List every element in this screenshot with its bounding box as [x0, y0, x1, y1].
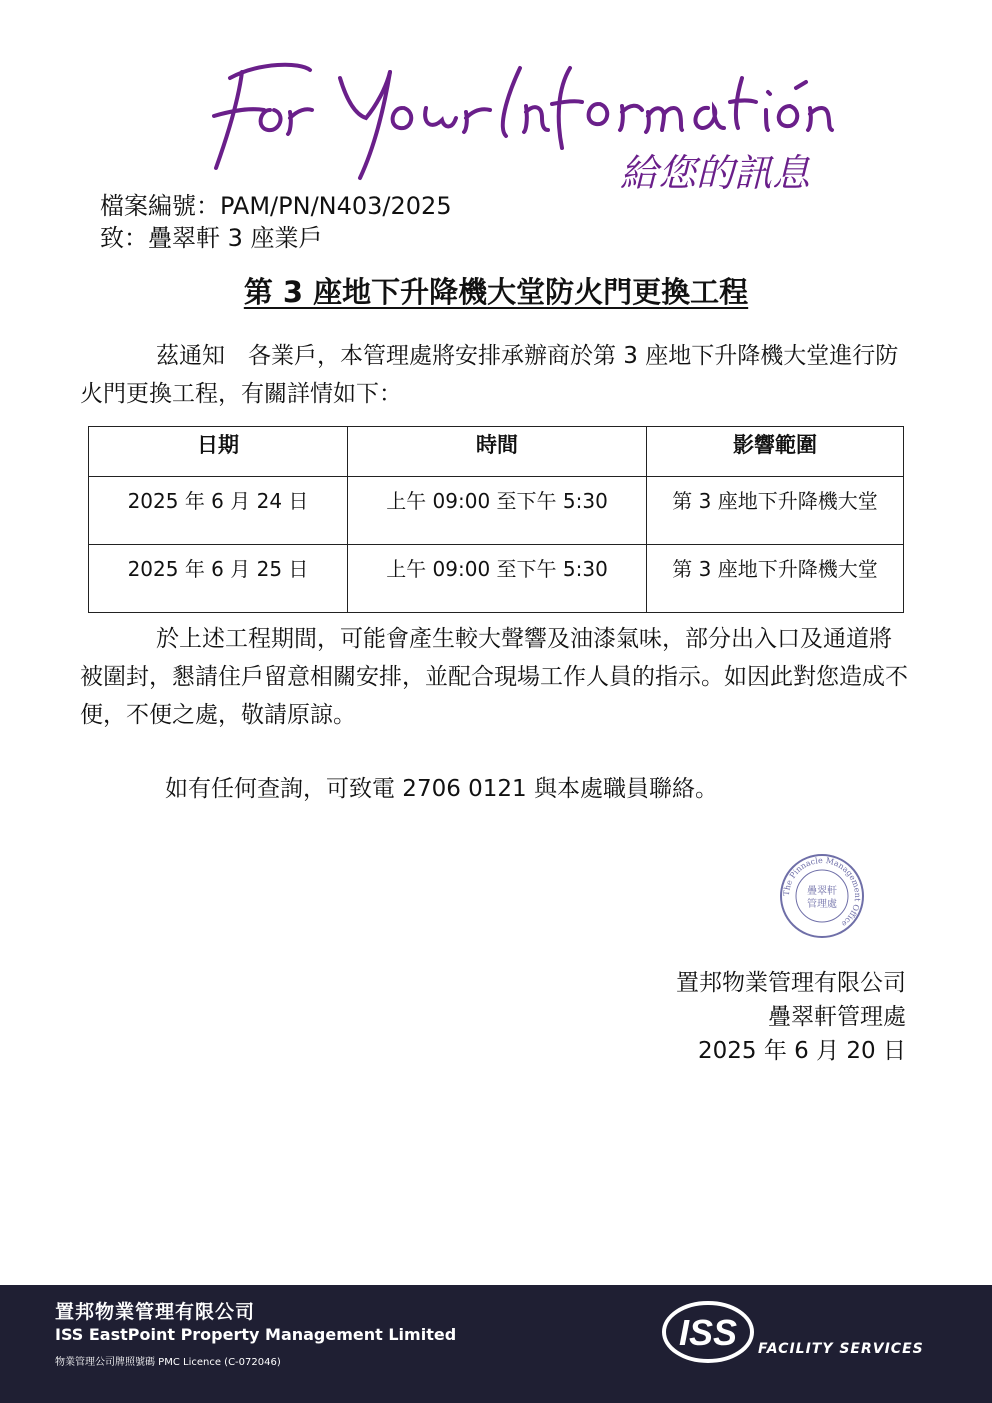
table-row — [89, 545, 904, 613]
footer-company-cn: 置邦物業管理有限公司 — [55, 1301, 256, 1323]
signature-block — [676, 966, 906, 1068]
facility-services-tagline: FACILITY SERVICES — [758, 1341, 924, 1357]
intro-paragraph: 茲通知 各業戶，本管理處將安排承辦商於第 3 座地下升降機大堂進行防火門更換工程，有關詳情如下： — [80, 343, 899, 407]
svg-text:疊翠軒: 疊翠軒 — [807, 886, 837, 897]
body-paragraph: 於上述工程期間，可能會產生較大聲響及油漆氣味，部分出入口及通道將被圍封，懇請住戶留意相關安排，並配合現場工作人員的指示。如因此對您造成不便，不便之處，敬請原諒。 — [80, 626, 908, 728]
cell-area: 第 3 座地下升降機大堂 — [647, 477, 904, 545]
signature-company: 置邦物業管理有限公司 — [676, 970, 906, 996]
seal-ring-text: The Pinnacle Management Office — [781, 855, 863, 929]
cell-date: 2025 年 6 月 25 日 — [89, 545, 348, 613]
contact-line: 如有任何查詢，可致電 2706 0121 與本處職員聯絡。 — [165, 776, 718, 802]
svg-text:管理處: 管理處 — [807, 899, 837, 910]
cell-time: 上午 09:00 至下午 5:30 — [348, 545, 647, 613]
header-time: 時間 — [348, 427, 647, 477]
cell-date: 2025 年 6 月 24 日 — [89, 477, 348, 545]
reference-block — [100, 190, 452, 254]
cell-area: 第 3 座地下升降機大堂 — [647, 545, 904, 613]
iss-logo-text: ISS — [678, 1312, 738, 1353]
header-area: 影響範圍 — [647, 427, 904, 477]
signature-date: 2025 年 6 月 20 日 — [698, 1038, 906, 1064]
fyi-logo — [190, 48, 890, 198]
iss-logo — [660, 1299, 756, 1365]
logo-chinese-text: 給您的訊息 — [620, 151, 811, 195]
file-number: 檔案編號：PAM/PN/N403/2025 — [100, 192, 452, 220]
footer-bar — [0, 1285, 992, 1403]
table-row — [89, 477, 904, 545]
footer-company-en: ISS EastPoint Property Management Limited — [55, 1325, 457, 1344]
notice-title: 第 3 座地下升降機大堂防火門更換工程 — [243, 275, 749, 309]
schedule-table — [88, 426, 904, 613]
recipient: 致：疊翠軒 3 座業戶 — [100, 224, 323, 252]
signature-office: 疊翠軒管理處 — [768, 1004, 906, 1030]
footer-licence: 物業管理公司牌照號碼 PMC Licence (C-072046) — [55, 1357, 281, 1368]
header-date: 日期 — [89, 427, 348, 477]
company-seal — [778, 852, 866, 940]
cell-time: 上午 09:00 至下午 5:30 — [348, 477, 647, 545]
table-header-row — [89, 427, 904, 477]
